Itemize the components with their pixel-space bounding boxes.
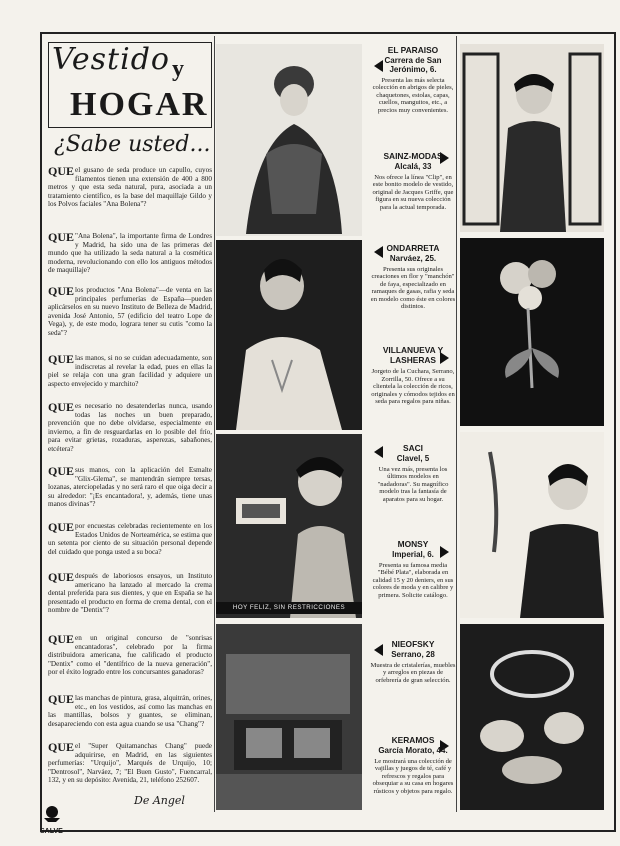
photo-tea-set — [460, 624, 604, 810]
photo-woman-blouse — [216, 240, 362, 430]
flowers-image-icon — [460, 238, 604, 426]
question-7: QUE por encuestas celebradas recientemente en los Estados Unidos de Norteamérica, se estima que un setenta por ciento de su situación personal depende del cuidado que ponga usted a su boca? — [48, 520, 212, 556]
shop-address: Clavel, 5 — [396, 453, 430, 463]
shop-name: KERAMOS — [391, 735, 435, 745]
shop-sainz-modas — [370, 152, 456, 211]
shop-description: Muestra de cristalerías, muebles y arreglos en piezas de orfebrería de gran selección. — [370, 661, 456, 684]
tea-set-image-icon — [460, 624, 604, 810]
shop-address: García Morato, 44. — [378, 745, 448, 755]
shop-name: ONDARRETA — [386, 243, 440, 253]
subtitle-sabe-usted: ¿Sabe usted... — [54, 132, 211, 157]
question-4: QUE las manos, si no se cuidan adecuadamente, son indiscretas al revelar la edad, pues en ellas la piel se relaja con una gran facilidad y adquiere un aspecto envejecido y marchito? — [48, 352, 212, 388]
shop-description: Jorgeto de la Cuchara, Serrano, Zorrilla, 50. Ofrece a su clientela la colección de ricos, originales y cómodos tejidos en seda para regalos para niñas. — [371, 368, 455, 406]
photo-woman-window — [460, 44, 604, 232]
shop-ondarreta — [370, 244, 456, 311]
stocking-image-icon — [460, 432, 604, 618]
shop-monsy — [370, 540, 456, 599]
shop-description: Presenta sus originales creaciones en flor y "manchón" de faya, especializado en ramaques de gasas, rafia y seda en modelo como éste en colores distintos. — [370, 265, 456, 311]
shop-name: EL PARAISO — [387, 45, 439, 55]
salve-emblem-icon — [40, 804, 64, 826]
question-8: QUE después de laboriosos ensayos, un Instituto americano ha lanzado al mercado la crema dental preferida para sus dientes, y que en España se ha presentado el producto en forma de crema dental, con el nombre de "Dentix"? — [48, 570, 212, 615]
shop-villanueva — [370, 346, 456, 406]
photo-woman-stocking — [460, 432, 604, 618]
photo-fur-coat — [216, 44, 362, 236]
column-divider-left — [214, 36, 215, 812]
shop-el-paraiso — [370, 46, 456, 114]
salve-logo — [40, 804, 64, 835]
photo-flower-bouquet — [460, 238, 604, 426]
title-vestido: Vestido — [52, 42, 170, 77]
shop-name: SACI — [402, 443, 423, 453]
question-3: QUE los productos "Ana Bolena"—de venta en las principales perfumerías de España—pueden aplicárselos en su nuevo Instituto de Belleza de Madrid, avenida José Antonio, 57 (edificio del teatro Lope de Vega), y, de este modo, lograra tener su cutis "como la seda"? — [48, 284, 212, 337]
shop-description: Presenta su famosa media "Bébé Plata", elaborada en calidad 15 y 20 deniers, en sus colores de moda y en calibre y primera. Solicite catálogo. — [372, 561, 454, 599]
title-connector: y — [172, 56, 184, 82]
window-woman-image-icon — [460, 44, 604, 232]
question-9: QUE en un original concurso de "sonrisas encantadoras", celebrado por la firma distribuidora americana, fue calificado el producto "Dentix" como el "dentífrico de la nueva generación", por el éxito logrado entre los concursantes ganadoras? — [48, 632, 212, 677]
question-5: QUE es necesario no desatenderlas nunca, usando todas las noches un buen preparado, prevención que no debe olvidarse, especialmente en invierno, a fin de resguardarlas en lo posible del frío, para evitar grietas, rozaduras, asperezas, sabañones, etcétera? — [48, 400, 212, 453]
question-11: QUE el "Super Quitamanchas Chang" puede adquirirse, en Madrid, en las siguientes perfumerías: "Urquijo", Marqués de Urquijo, 10; "Dentrosol", Narváez, 7; "El Buen Gusto", Fuencarral, 132, y en su depósito: Avenida, 21, teléfono 252607. — [48, 740, 212, 785]
interior-image-icon — [216, 624, 362, 810]
photo-caption-banner: HOY FELIZ, SIN RESTRICCIONES — [216, 602, 362, 614]
photo-interior-furniture — [216, 624, 362, 810]
shop-name: VILLANUEVA Y LASHERAS — [382, 345, 444, 365]
question-6: QUE sus manos, con la aplicación del Esmalte "Glix-Glema", se mantendrán siempre tersas, lozanas, aterciopeladas y no será raro el que oiga decir a su alrededor: "¡Es encantadora!, y, además, tiene unas manos divinas"? — [48, 464, 212, 509]
smiling-woman-image-icon — [216, 434, 362, 618]
blouse-image-icon — [216, 240, 362, 430]
question-2: QUE "Ana Bolena", la importante firma de Londres y Madrid, ha sido una de las primeras del mundo que ha utilizado la seda natural a la cosmética moderna, revolucionando con ello los antiguos métodos de maquillaje? — [48, 230, 212, 275]
photo-smiling-woman — [216, 434, 362, 618]
shop-address: Serrano, 28 — [391, 649, 435, 659]
salve-logo-text: SALVE — [40, 828, 63, 835]
question-10: QUE las manchas de pintura, grasa, alquitrán, orines, etc., en los vestidos, así como las manchas en las mantillas, bolsos y guantes, se eliminan, desapareciendo con esta agua cuando se usa "Chang"? — [48, 692, 212, 728]
shop-address: Imperial, 6. — [392, 549, 434, 559]
shop-saci — [370, 444, 456, 503]
question-1: QUE el gusano de seda produce un capullo, cuyos filamentos tienen una extensión de 400 a 800 metros y que esta seda natural, pura, asociada a un tratamiento científico, es la base del maquillaje Gildo y los Polvos faciales "Ana Bolena"? — [48, 164, 212, 209]
shop-address: Narváez, 25. — [389, 253, 437, 263]
shop-address: Alcalá, 33 — [394, 161, 432, 171]
shop-description: Una vez más, presenta los últimos modelos en "nadadoras". Su magnífico modelo tras la fantasía de aparatos para su hogar. — [377, 465, 449, 503]
shop-name: NIEOFSKY — [391, 639, 435, 649]
column-divider-right — [456, 36, 457, 812]
shop-description: Le mostrará una colección de vajillas y juegos de té, café y refrescos y regalos para obsequiar a su casa en hogares rústicos y objetos para regalo. — [372, 757, 454, 795]
signature: De Angel — [134, 794, 185, 807]
shop-name: MONSY — [397, 539, 429, 549]
shop-description: Nos ofrece la línea "Clip", en este bonito modelo de vestido, original de Jacques Griffe, que figura en su nueva colección para la actual temporada. — [372, 173, 454, 211]
shop-keramos — [370, 736, 456, 795]
shop-name: SAINZ-MODAS — [383, 151, 443, 161]
shop-nieofsky — [370, 640, 456, 684]
fur-coat-image-icon — [216, 44, 362, 236]
title-hogar: HOGAR — [70, 86, 209, 123]
shop-address: Carrera de San Jerónimo, 6. — [384, 55, 442, 74]
shop-description: Presenta las más selecta colección en abrigos de pieles, chaquetones, estolas, capas, cuellos, manguitos, etc., a precios muy convenientes. — [372, 76, 454, 114]
